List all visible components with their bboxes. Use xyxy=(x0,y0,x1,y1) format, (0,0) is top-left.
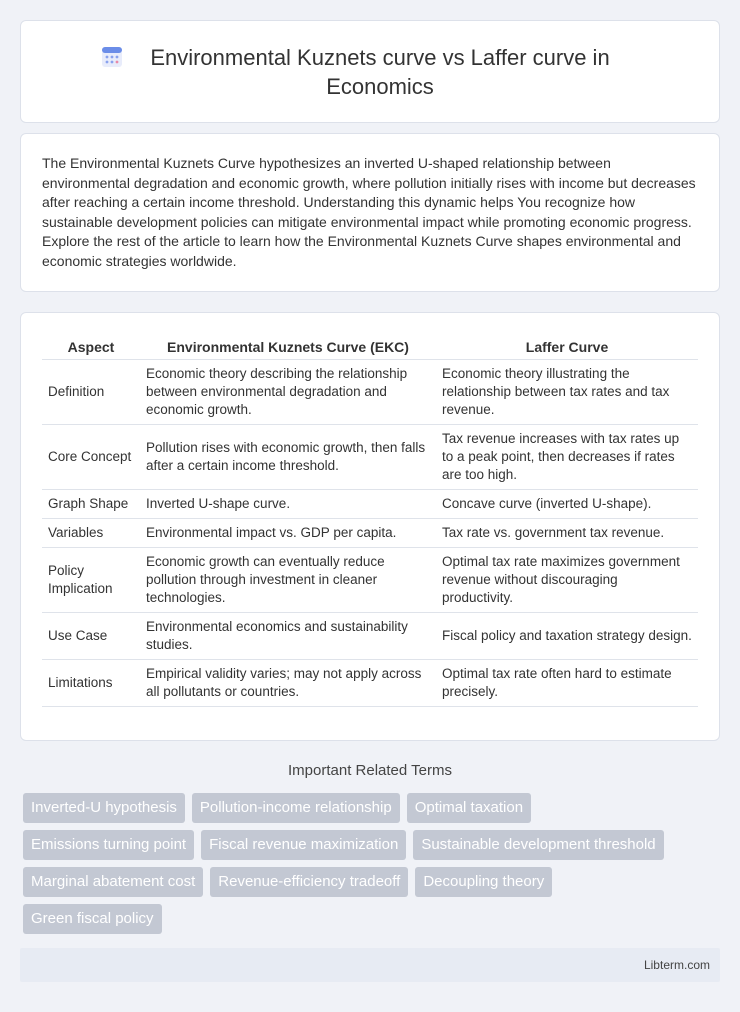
cell-aspect: Limitations xyxy=(42,660,140,707)
related-term-tag[interactable]: Decoupling theory xyxy=(415,867,552,897)
cell-ekc: Inverted U-shape curve. xyxy=(140,490,436,519)
cell-laffer: Tax rate vs. government tax revenue. xyxy=(436,519,698,548)
intro-paragraph: The Environmental Kuznets Curve hypothesizes an inverted U-shaped relationship between environmental degradation and economic growth, where pollution initially rises with income but decreases after reaching a certain income threshold. Understanding this dynamic helps You recognize how sustainable development policies can mitigate environmental impact while promoting economic progress. Explore the rest of the article to learn how the Environmental Kuznets Curve shapes environmental and economic strategies worldwide. xyxy=(42,155,696,269)
table-row xyxy=(42,613,698,660)
cell-aspect: Definition xyxy=(42,360,140,425)
related-term-tag[interactable]: Inverted-U hypothesis xyxy=(23,793,185,823)
cell-ekc: Environmental economics and sustainability studies. xyxy=(140,613,436,660)
cell-ekc: Empirical validity varies; may not apply across all pollutants or countries. xyxy=(140,660,436,707)
related-term-tag[interactable]: Marginal abatement cost xyxy=(23,867,203,897)
title-card xyxy=(20,20,720,123)
comparison-table xyxy=(42,333,698,707)
tag-row xyxy=(23,830,723,860)
cell-ekc: Economic theory describing the relationship between environmental degradation and economic growth. xyxy=(140,360,436,425)
footer-site-link[interactable]: Libterm.com xyxy=(643,958,710,972)
table-row xyxy=(42,548,698,613)
column-header-aspect: Aspect xyxy=(42,333,140,360)
related-term-tag[interactable]: Revenue-efficiency tradeoff xyxy=(210,867,408,897)
footer xyxy=(20,948,720,982)
related-term-tag[interactable]: Optimal taxation xyxy=(407,793,531,823)
cell-aspect: Use Case xyxy=(42,613,140,660)
comparison-table-card xyxy=(20,312,720,741)
tag-row xyxy=(23,867,723,897)
cell-laffer: Economic theory illustrating the relationship between tax rates and tax revenue. xyxy=(436,360,698,425)
intro-card xyxy=(20,133,720,292)
cell-aspect: Variables xyxy=(42,519,140,548)
table-row xyxy=(42,360,698,425)
table-row xyxy=(42,660,698,707)
cell-aspect: Policy Implication xyxy=(42,548,140,613)
related-term-tag[interactable]: Pollution-income relationship xyxy=(192,793,400,823)
table-row xyxy=(42,425,698,490)
cell-ekc: Pollution rises with economic growth, then falls after a certain income threshold. xyxy=(140,425,436,490)
cell-ekc: Economic growth can eventually reduce pollution through investment in cleaner technologies. xyxy=(140,548,436,613)
cell-laffer: Tax revenue increases with tax rates up to a peak point, then decreases if rates are too high. xyxy=(436,425,698,490)
related-term-tag[interactable]: Emissions turning point xyxy=(23,830,194,860)
cell-aspect: Graph Shape xyxy=(42,490,140,519)
column-header-laffer: Laffer Curve xyxy=(436,333,698,360)
cell-ekc: Environmental impact vs. GDP per capita. xyxy=(140,519,436,548)
related-term-tag[interactable]: Green fiscal policy xyxy=(23,904,162,934)
cell-laffer: Optimal tax rate often hard to estimate precisely. xyxy=(436,660,698,707)
cell-laffer: Fiscal policy and taxation strategy design. xyxy=(436,613,698,660)
table-row xyxy=(42,519,698,548)
related-terms-title: Important Related Terms xyxy=(288,762,452,779)
page-title: Environmental Kuznets curve vs Laffer curve in Economics xyxy=(150,45,610,99)
table-row xyxy=(42,490,698,519)
tag-row xyxy=(23,904,723,934)
cell-laffer: Concave curve (inverted U-shape). xyxy=(436,490,698,519)
tag-row xyxy=(23,793,723,823)
cell-laffer: Optimal tax rate maximizes government revenue without discouraging productivity. xyxy=(436,548,698,613)
cell-aspect: Core Concept xyxy=(42,425,140,490)
table-header-row xyxy=(42,333,698,360)
column-header-ekc: Environmental Kuznets Curve (EKC) xyxy=(140,333,436,360)
related-terms-tags xyxy=(23,793,723,941)
related-term-tag[interactable]: Sustainable development threshold xyxy=(413,830,663,860)
related-term-tag[interactable]: Fiscal revenue maximization xyxy=(201,830,406,860)
